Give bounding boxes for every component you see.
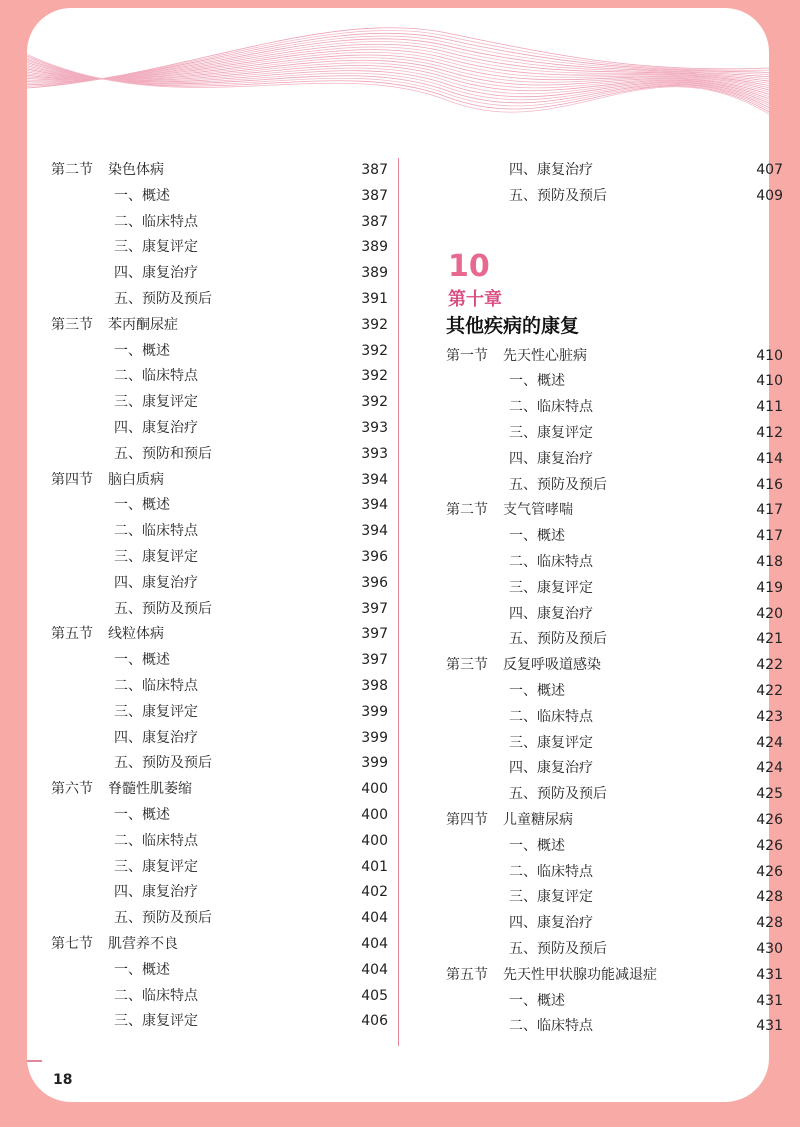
- toc-subsection-row: [446, 911, 783, 937]
- page-ref: 389: [361, 265, 388, 282]
- page-ref: 431: [756, 992, 783, 1009]
- subsection-title: 一、概述: [114, 652, 170, 669]
- subsection-title: 一、概述: [114, 187, 170, 204]
- page-ref: 417: [756, 502, 783, 519]
- subsection-title: 五、预防和预后: [114, 445, 212, 462]
- page-ref: 400: [361, 806, 388, 823]
- page-ref: 426: [756, 811, 783, 828]
- subsection-title: 五、预防及预后: [114, 290, 212, 307]
- book-page: [27, 8, 783, 1102]
- page-ref: 404: [361, 961, 388, 978]
- page-ref: 421: [756, 631, 783, 648]
- subsection-title: 二、临床特点: [509, 553, 593, 570]
- toc-section-row: [446, 808, 783, 834]
- page-ref: 419: [756, 579, 783, 596]
- section-number: 第六节: [51, 781, 93, 798]
- toc-subsection-row: [446, 885, 783, 911]
- toc-section-row: [51, 932, 388, 958]
- toc-subsection-row: [51, 648, 388, 674]
- toc-subsection-row: [446, 473, 783, 499]
- toc-right-bottom: [446, 344, 783, 1041]
- page-ref: 394: [361, 523, 388, 540]
- section-number: 第五节: [51, 626, 93, 643]
- toc-subsection-row: [446, 834, 783, 860]
- section-number: 第七节: [51, 935, 93, 952]
- subsection-title: 四、康复治疗: [114, 265, 198, 282]
- page-ref: 431: [756, 1018, 783, 1035]
- toc-section-row: [446, 498, 783, 524]
- chapter-heading: [446, 210, 783, 337]
- subsection-title: 一、概述: [509, 837, 565, 854]
- toc-subsection-row: [51, 493, 388, 519]
- subsection-title: 五、预防及预后: [114, 755, 212, 772]
- toc-section-row: [51, 777, 388, 803]
- toc-subsection-row: [51, 261, 388, 287]
- toc-subsection-row: [446, 369, 783, 395]
- page-ref: 399: [361, 729, 388, 746]
- toc-subsection-row: [51, 571, 388, 597]
- chapter-label: 第十章: [448, 288, 502, 310]
- page-ref: 400: [361, 781, 388, 798]
- toc-right-column: [446, 158, 783, 1040]
- subsection-title: 四、康复治疗: [114, 884, 198, 901]
- subsection-title: 五、预防及预后: [114, 910, 212, 927]
- subsection-title: 三、康复评定: [114, 703, 198, 720]
- subsection-title: 四、康复治疗: [114, 574, 198, 591]
- toc-subsection-row: [51, 829, 388, 855]
- subsection-title: 二、临床特点: [114, 368, 198, 385]
- toc-subsection-row: [446, 937, 783, 963]
- page-ref: 410: [756, 347, 783, 364]
- subsection-title: 二、临床特点: [509, 399, 593, 416]
- toc-subsection-row: [446, 524, 783, 550]
- toc-section-row: [51, 468, 388, 494]
- page-ref: 424: [756, 734, 783, 751]
- toc-subsection-row: [446, 679, 783, 705]
- subsection-title: 一、概述: [114, 342, 170, 359]
- page-ref: 409: [756, 187, 783, 204]
- subsection-title: 二、临床特点: [114, 677, 198, 694]
- page-ref: 410: [756, 373, 783, 390]
- toc-subsection-row: [51, 803, 388, 829]
- subsection-title: 一、概述: [114, 961, 170, 978]
- section-number: 第一节: [446, 347, 488, 364]
- toc-subsection-row: [446, 705, 783, 731]
- page-ref: 389: [361, 239, 388, 256]
- subsection-title: 五、预防及预后: [509, 786, 607, 803]
- section-title: 支气管哮喘: [503, 502, 573, 519]
- page-ref: 392: [361, 342, 388, 359]
- subsection-title: 四、康复治疗: [509, 450, 593, 467]
- toc-subsection-row: [51, 958, 388, 984]
- page-ref: 393: [361, 419, 388, 436]
- page-ref: 401: [361, 858, 388, 875]
- toc-subsection-row: [51, 210, 388, 236]
- subsection-title: 四、康复治疗: [509, 605, 593, 622]
- page-ref: 406: [361, 1013, 388, 1030]
- section-title: 苯丙酮尿症: [108, 316, 178, 333]
- section-title: 脑白质病: [108, 471, 164, 488]
- page-ref: 402: [361, 884, 388, 901]
- toc-subsection-row: [51, 184, 388, 210]
- subsection-title: 三、康复评定: [509, 734, 593, 751]
- subsection-title: 一、概述: [509, 373, 565, 390]
- subsection-title: 四、康复治疗: [509, 760, 593, 777]
- toc-subsection-row: [51, 339, 388, 365]
- toc-subsection-row: [51, 726, 388, 752]
- toc-subsection-row: [51, 984, 388, 1010]
- page-ref: 399: [361, 703, 388, 720]
- subsection-title: 五、预防及预后: [509, 187, 607, 204]
- toc-subsection-row: [51, 906, 388, 932]
- toc-subsection-row: [51, 751, 388, 777]
- subsection-title: 三、康复评定: [114, 394, 198, 411]
- page-ref: 426: [756, 863, 783, 880]
- page-ref: 392: [361, 316, 388, 333]
- subsection-title: 四、康复治疗: [509, 915, 593, 932]
- page-ref: 397: [361, 600, 388, 617]
- toc-subsection-row: [51, 287, 388, 313]
- toc-section-row: [446, 653, 783, 679]
- subsection-title: 二、临床特点: [509, 708, 593, 725]
- toc-subsection-row: [51, 855, 388, 881]
- page-ref: 424: [756, 760, 783, 777]
- subsection-title: 四、康复治疗: [509, 162, 593, 178]
- page-ref: 404: [361, 910, 388, 927]
- page-ref: 397: [361, 626, 388, 643]
- section-title: 儿童糖尿病: [503, 811, 573, 828]
- page-ref: 431: [756, 966, 783, 983]
- subsection-title: 三、康复评定: [114, 548, 198, 565]
- subsection-title: 二、临床特点: [114, 523, 198, 540]
- section-title: 反复呼吸道感染: [503, 657, 601, 674]
- toc-subsection-row: [51, 700, 388, 726]
- subsection-title: 五、预防及预后: [509, 631, 607, 648]
- subsection-title: 二、临床特点: [114, 987, 198, 1004]
- subsection-title: 三、康复评定: [509, 424, 593, 441]
- page-ref: 400: [361, 832, 388, 849]
- section-number: 第三节: [51, 316, 93, 333]
- page-ref: 392: [361, 368, 388, 385]
- page-ref: 404: [361, 935, 388, 952]
- page-ref: 422: [756, 657, 783, 674]
- toc-subsection-row: [446, 602, 783, 628]
- page-ref: 430: [756, 940, 783, 957]
- toc-right-top: [446, 158, 783, 210]
- subsection-title: 五、预防及预后: [114, 600, 212, 617]
- toc-subsection-row: [446, 550, 783, 576]
- page-ref: 391: [361, 290, 388, 307]
- toc-subsection-row: [51, 519, 388, 545]
- section-number: 第四节: [446, 811, 488, 828]
- chapter-number: 10: [448, 248, 490, 284]
- toc-subsection-row: [51, 597, 388, 623]
- subsection-title: 一、概述: [509, 992, 565, 1009]
- toc-section-row: [446, 963, 783, 989]
- page-ref: 407: [756, 162, 783, 178]
- subsection-title: 二、临床特点: [114, 213, 198, 230]
- page-ref: 405: [361, 987, 388, 1004]
- toc-subsection-row: [446, 576, 783, 602]
- section-number: 第二节: [51, 162, 93, 178]
- subsection-title: 三、康复评定: [509, 889, 593, 906]
- section-title: 线粒体病: [108, 626, 164, 643]
- toc-subsection-row: [446, 756, 783, 782]
- toc-subsection-row: [446, 158, 783, 184]
- toc-section-row: [51, 313, 388, 339]
- toc-section-row: [446, 344, 783, 370]
- subsection-title: 四、康复治疗: [114, 419, 198, 436]
- page-ref: 418: [756, 553, 783, 570]
- section-title: 先天性甲状腺功能减退症: [503, 966, 657, 983]
- toc-subsection-row: [446, 1014, 783, 1040]
- toc-subsection-row: [446, 860, 783, 886]
- subsection-title: 五、预防及预后: [509, 940, 607, 957]
- toc-subsection-row: [446, 447, 783, 473]
- toc-subsection-row: [51, 880, 388, 906]
- toc-subsection-row: [446, 421, 783, 447]
- subsection-title: 一、概述: [114, 497, 170, 514]
- page-ref: 426: [756, 837, 783, 854]
- toc-subsection-row: [51, 442, 388, 468]
- page-ref: 423: [756, 708, 783, 725]
- subsection-title: 三、康复评定: [114, 1013, 198, 1030]
- page-ref: 411: [756, 399, 783, 416]
- decorative-wave-lines: [27, 8, 769, 98]
- toc-section-row: [51, 622, 388, 648]
- subsection-title: 一、概述: [509, 682, 565, 699]
- page-ref: 397: [361, 652, 388, 669]
- page-ref: 414: [756, 450, 783, 467]
- page-ref: 394: [361, 471, 388, 488]
- section-title: 脊髓性肌萎缩: [108, 781, 192, 798]
- column-divider: [398, 158, 399, 1046]
- page-ref: 425: [756, 786, 783, 803]
- page-ref: 399: [361, 755, 388, 772]
- subsection-title: 一、概述: [509, 528, 565, 545]
- page-ref: 428: [756, 915, 783, 932]
- page-ref: 387: [361, 187, 388, 204]
- toc-subsection-row: [446, 395, 783, 421]
- page-ref: 396: [361, 574, 388, 591]
- subsection-title: 五、预防及预后: [509, 476, 607, 493]
- page-ref: 396: [361, 548, 388, 565]
- section-title: 肌营养不良: [108, 935, 178, 952]
- toc-subsection-row: [51, 545, 388, 571]
- page-ref: 387: [361, 213, 388, 230]
- page-number-bar: [27, 1060, 42, 1062]
- page-ref: 393: [361, 445, 388, 462]
- toc-subsection-row: [446, 627, 783, 653]
- page-ref: 398: [361, 677, 388, 694]
- toc-subsection-row: [51, 416, 388, 442]
- subsection-title: 一、概述: [114, 806, 170, 823]
- page-ref: 417: [756, 528, 783, 545]
- section-title: 先天性心脏病: [503, 347, 587, 364]
- page-number: 18: [53, 1072, 73, 1088]
- page-ref: 394: [361, 497, 388, 514]
- section-number: 第二节: [446, 502, 488, 519]
- page-ref: 422: [756, 682, 783, 699]
- section-number: 第五节: [446, 966, 488, 983]
- subsection-title: 三、康复评定: [114, 858, 198, 875]
- section-title: 染色体病: [108, 162, 164, 178]
- page-ref: 412: [756, 424, 783, 441]
- toc-subsection-row: [51, 390, 388, 416]
- toc-subsection-row: [51, 364, 388, 390]
- toc-subsection-row: [446, 989, 783, 1015]
- chapter-title: 其他疾病的康复: [446, 314, 580, 337]
- toc-left-column: [51, 158, 388, 1035]
- page-ref: 387: [361, 162, 388, 178]
- toc-subsection-row: [446, 731, 783, 757]
- toc-section-row: [51, 158, 388, 184]
- page-ref: 392: [361, 394, 388, 411]
- page-ref: 416: [756, 476, 783, 493]
- toc-subsection-row: [51, 235, 388, 261]
- toc-subsection-row: [51, 674, 388, 700]
- subsection-title: 三、康复评定: [509, 579, 593, 596]
- toc-subsection-row: [446, 782, 783, 808]
- subsection-title: 二、临床特点: [509, 1018, 593, 1035]
- subsection-title: 三、康复评定: [114, 239, 198, 256]
- toc-subsection-row: [446, 184, 783, 210]
- subsection-title: 四、康复治疗: [114, 729, 198, 746]
- toc-subsection-row: [51, 1009, 388, 1035]
- page-ref: 428: [756, 889, 783, 906]
- section-number: 第三节: [446, 657, 488, 674]
- subsection-title: 二、临床特点: [114, 832, 198, 849]
- subsection-title: 二、临床特点: [509, 863, 593, 880]
- section-number: 第四节: [51, 471, 93, 488]
- page-ref: 420: [756, 605, 783, 622]
